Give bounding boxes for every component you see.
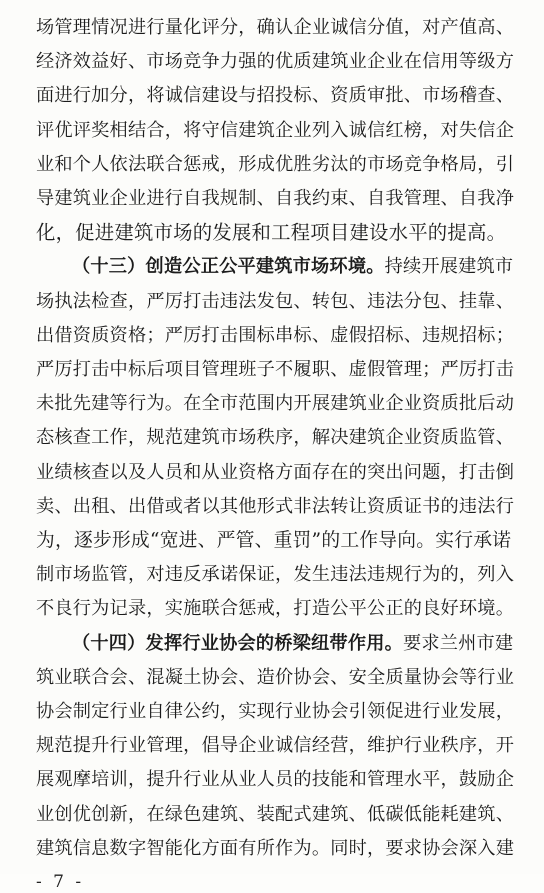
page-number: - 7 - [36, 872, 85, 892]
text-line: 规范提升行业管理，倡导企业诚信经营，维护行业秩序，开 [36, 735, 515, 757]
text-line: 严厉打击中标后项目管理班子不履职、虚假管理；严厉打击 [36, 359, 515, 380]
text-line: 展观摩培训，提升行业从业人员的技能和管理水平，鼓励企 [36, 769, 515, 791]
text-line: 场管理情况进行量化评分，确认企业诚信分值，对产值高、 [36, 17, 515, 38]
section-14-first-line [72, 630, 514, 658]
text-line: 筑业联合会、混凝土协会、造价协会、安全质量协会等行业 [36, 666, 515, 688]
text-line: 制市场监管，对违反承诺保证，发生违法违规行为的，列入 [36, 564, 515, 586]
text-line: 出借资质资格；严厉打击围标串标、虚假招标、违规招标； [36, 324, 515, 346]
text-line: 不良行为记录，实施联合惩戒，打造公平公正的良好环境。 [36, 598, 515, 620]
text-line: 业创优创新，在绿色建筑、装配式建筑、低碳低能耗建筑、 [36, 803, 515, 825]
section-13-first-text: 持续开展建筑市 [384, 256, 514, 278]
section-14-first-text: 要求兰州市建 [402, 632, 514, 654]
text-line: 为，逐步形成“宽进、严管、重罚”的工作导向。实行承诺 [36, 530, 512, 551]
text-line: 协会制定行业自律公约，实现行业协会引领促进行业发展， [36, 701, 515, 722]
section-14-heading: （十四）发挥行业协会的桥梁纽带作用。 [72, 632, 403, 654]
text-line: 业和个人依法联合惩戒，形成优胜劣汰的市场竞争格局，引 [36, 153, 515, 175]
text-line: 态核查工作，规范建筑市场秩序，解决建筑企业资质监管、 [36, 427, 515, 449]
section-13-first-line [72, 253, 514, 281]
text-line: 卖、出租、出借或者以其他形式非法转让资质证书的违法行 [36, 495, 515, 517]
text-line: 未批先建等行为。在全市范围内开展建筑业企业资质批后动 [36, 393, 515, 415]
text-line: 面进行加分，将诚信建设与招投标、资质审批、市场稽查、 [36, 85, 515, 107]
text-line: 建筑信息数字智能化方面有所作为。同时，要求协会深入建 [36, 837, 515, 859]
text-line: 化，促进建筑市场的发展和工程项目建设水平的提高。 [36, 221, 507, 245]
text-line: 评优评奖相结合，将守信建筑企业列入诚信红榜，对失信企 [36, 119, 515, 141]
text-line: 经济效益好、市场竞争力强的优质建筑业企业在信用等级方 [36, 51, 515, 73]
section-13-heading: （十三）创造公正公平建筑市场环境。 [72, 256, 385, 278]
text-line: 场执法检查，严厉打击违法发包、转包、违法分包、挂靠、 [36, 290, 515, 312]
text-line: 导建筑业企业进行自我规制、自我约束、自我管理、自我净 [36, 188, 515, 209]
text-line: 业绩核查以及人员和从业资格方面存在的突出问题，打击倒 [36, 461, 515, 483]
